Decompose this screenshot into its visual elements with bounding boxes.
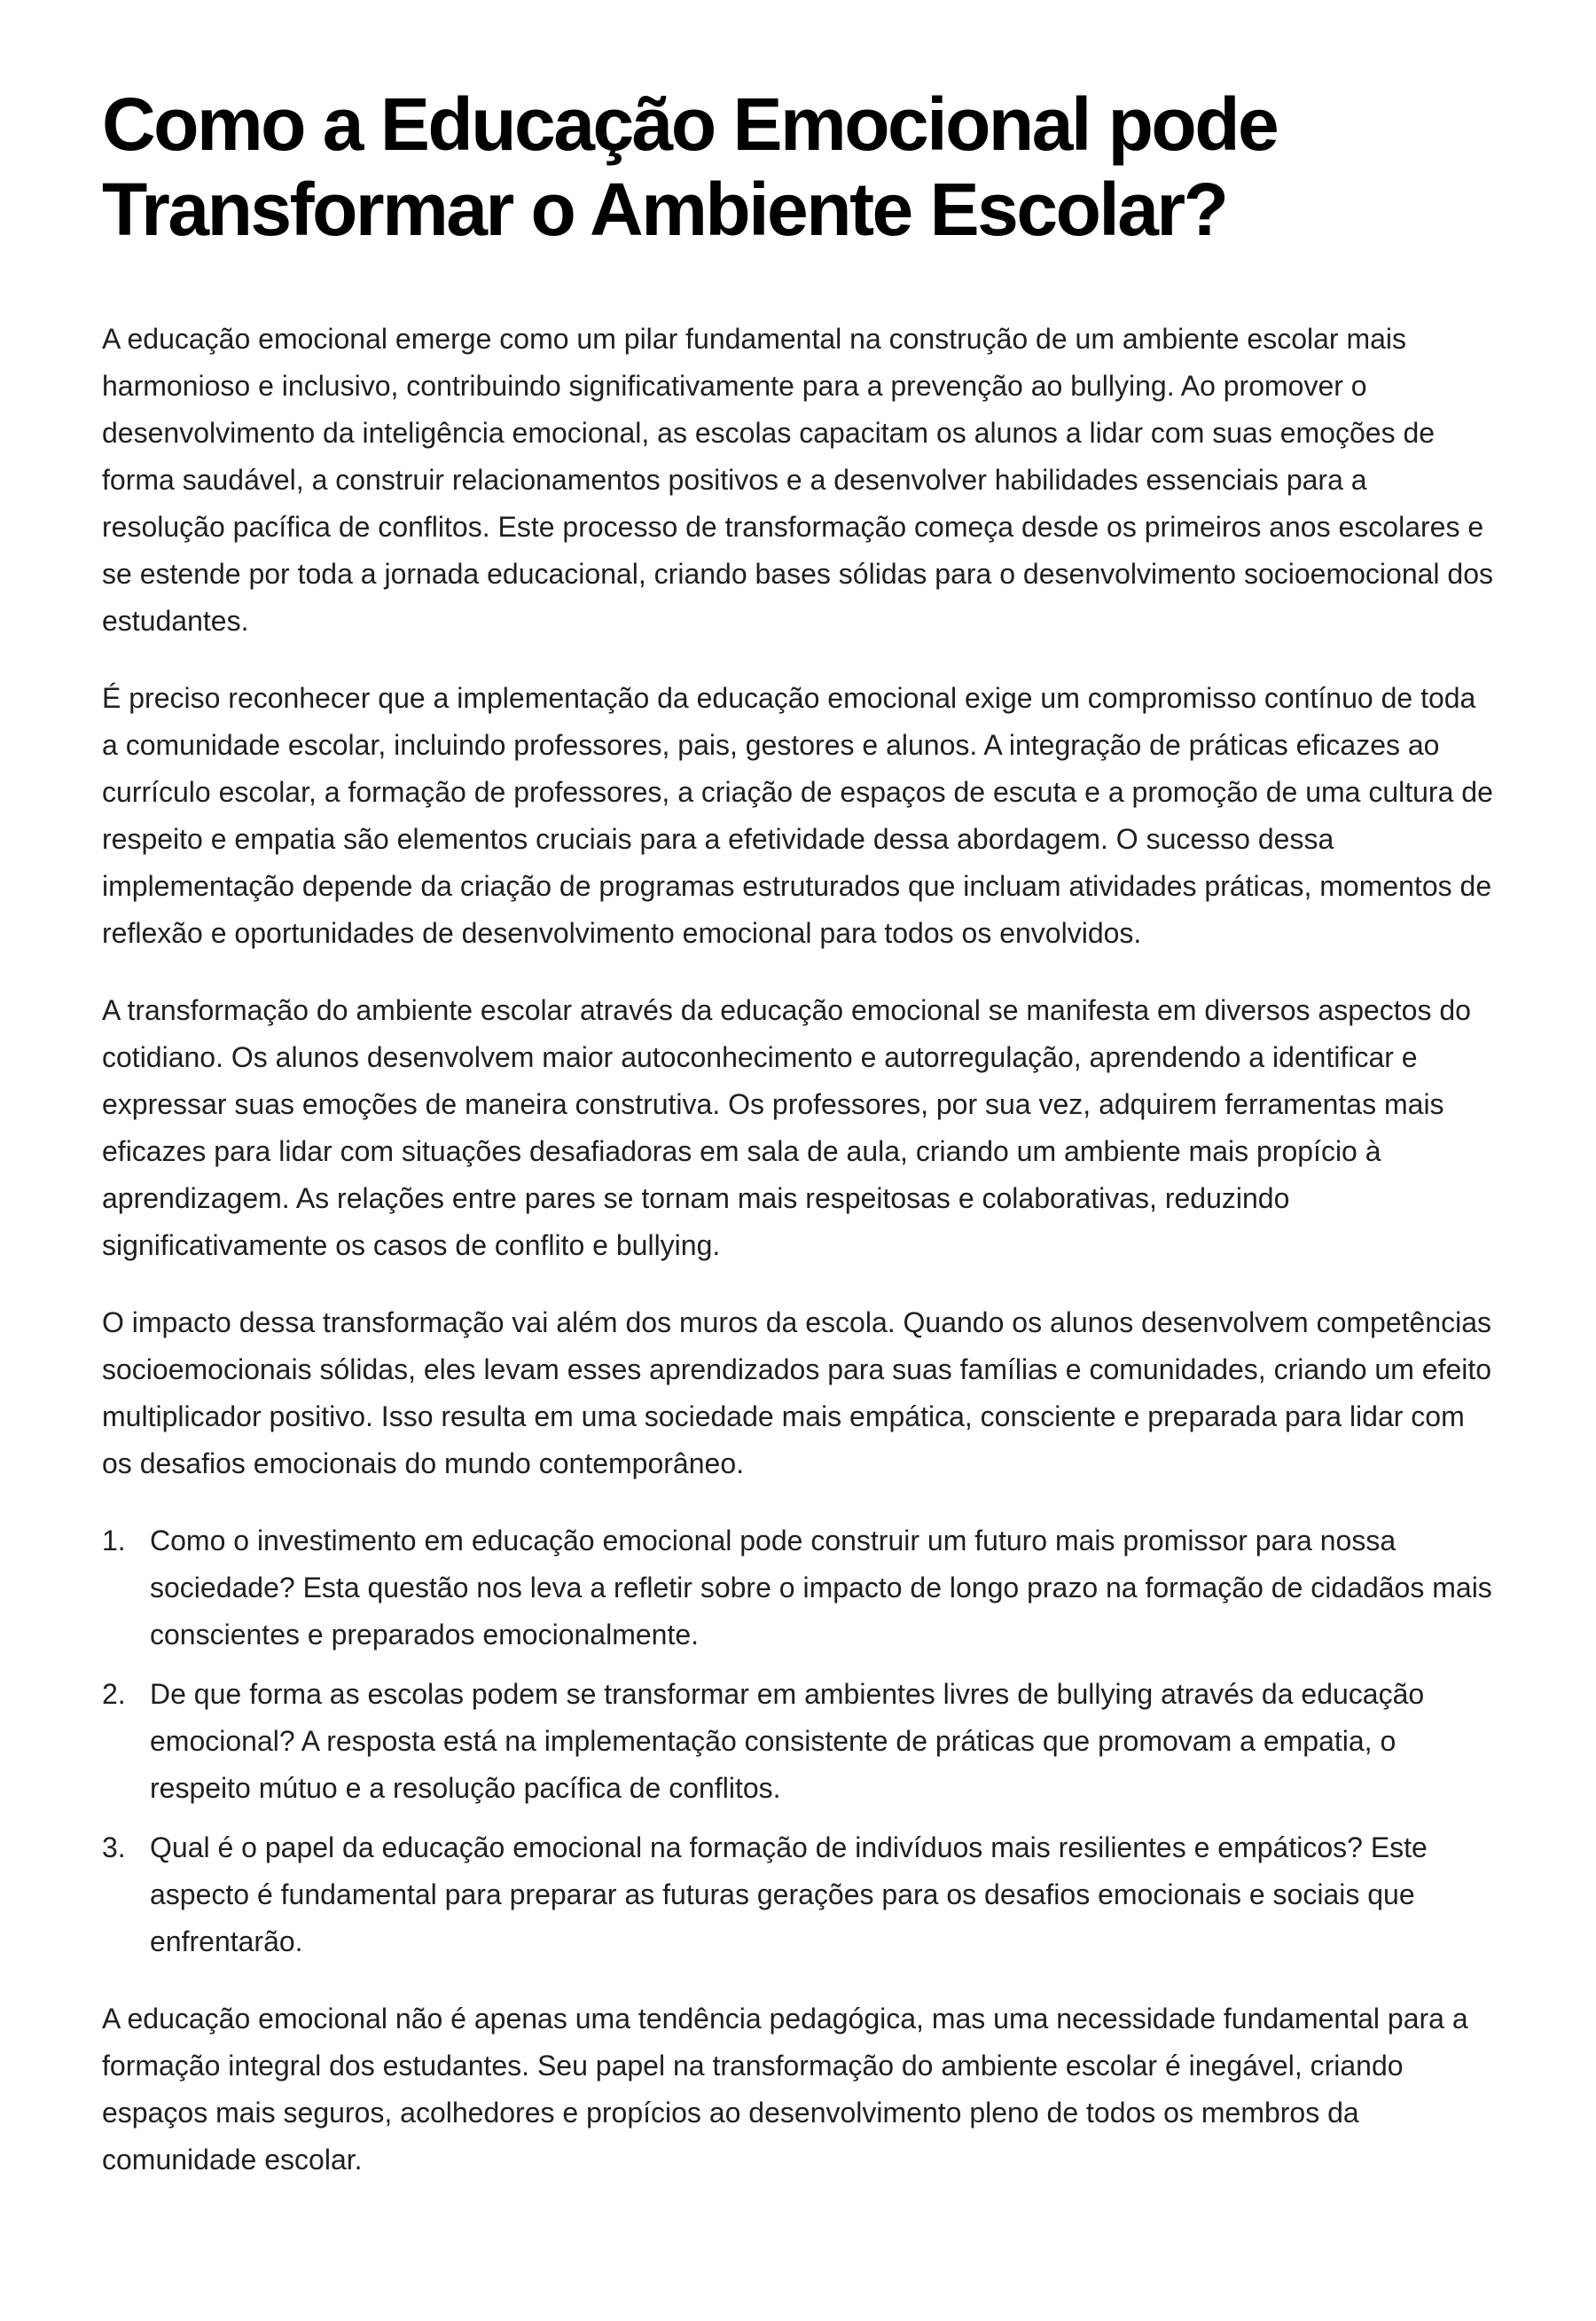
list-item (102, 1671, 1494, 1812)
list-item (102, 1824, 1494, 1965)
paragraph-transformation: A transformação do ambiente escolar através da educação emocional se manifesta em diversos aspectos do cotidiano. Os alunos desenvolvem maior autoconhecimento e autorregulação, aprendendo a identificar e expressar suas emoções de maneira construtiva. Os professores, por sua vez, adquirem ferramentas mais eficazes para lidar com situações desafiadoras em sala de aula, criando um ambiente mais propício à aprendizagem. As relações entre pares se tornam mais respeitosas e colaborativas, reduzindo significativamente os casos de conflito e bullying. (102, 994, 1471, 1261)
list-item-number: 2. (102, 1678, 126, 1710)
paragraph-impact: O impacto dessa transformação vai além dos muros da escola. Quando os alunos desenvolvem competências socioemocionais sólidas, eles levam esses aprendizados para suas famílias e comunidades, criando um efeito multiplicador positivo. Isso resulta em uma sociedade mais empática, consciente e preparada para lidar com os desafios emocionais do mundo contemporâneo. (102, 1306, 1492, 1479)
list-item-number: 1. (102, 1525, 126, 1556)
paragraph-implementation: É preciso reconhecer que a implementação da educação emocional exige um compromisso contínuo de toda a comunidade escolar, incluindo professores, pais, gestores e alunos. A integração de práticas eficazes ao currículo escolar, a formação de professores, a criação de espaços de escuta e a promoção de uma cultura de respeito e empatia são elementos cruciais para a efetividade dessa abordagem. O sucesso dessa implementação depende da criação de programas estruturados que incluam atividades práticas, momentos de reflexão e oportunidades de desenvolvimento emocional para todos os envolvidos. (102, 682, 1493, 949)
list-item-number: 3. (102, 1831, 126, 1863)
list-item (102, 1517, 1494, 1658)
paragraph-intro: A educação emocional emerge como um pilar fundamental na construção de um ambiente escolar mais harmonioso e inclusivo, contribuindo significativamente para a prevenção ao bullying. Ao promover o desenvolvimento da inteligência emocional, as escolas capacitam os alunos a lidar com suas emoções de forma saudável, a construir relacionamentos positivos e a desenvolver habilidades essenciais para a resolução pacífica de conflitos. Este processo de transformação começa desde os primeiros anos escolares e se estende por toda a jornada educacional, criando bases sólidas para o desenvolvimento socioemocional dos estudantes. (102, 323, 1493, 637)
list-item-text: De que forma as escolas podem se transformar em ambientes livres de bullying através da educação emocional? A resposta está na implementação consistente de práticas que promovam a empatia, o respeito mútuo e a resolução pacífica de conflitos. (150, 1678, 1425, 1804)
document-page (102, 82, 1494, 2214)
list-item-text: Como o investimento em educação emocional pode construir um futuro mais promissor para nossa sociedade? Esta questão nos leva a refletir sobre o impacto de longo prazo na formação de cidadãos mais conscientes e preparados emocionalmente. (150, 1525, 1492, 1651)
paragraph-closing: A educação emocional não é apenas uma tendência pedagógica, mas uma necessidade fundamental para a formação integral dos estudantes. Seu papel na transformação do ambiente escolar é inegável, criando espaços mais seguros, acolhedores e propícios ao desenvolvimento pleno de todos os membros da comunidade escolar. (102, 2003, 1468, 2176)
list-item-text: Qual é o papel da educação emocional na formação de indivíduos mais resilientes e empáticos? Este aspecto é fundamental para preparar as futuras gerações para os desafios emocionais e sociais que enfrentarão. (150, 1831, 1428, 1957)
page-title: Como a Educação Emocional pode Transformar o Ambiente Escolar? (102, 82, 1278, 251)
questions-list (102, 1517, 1494, 1965)
